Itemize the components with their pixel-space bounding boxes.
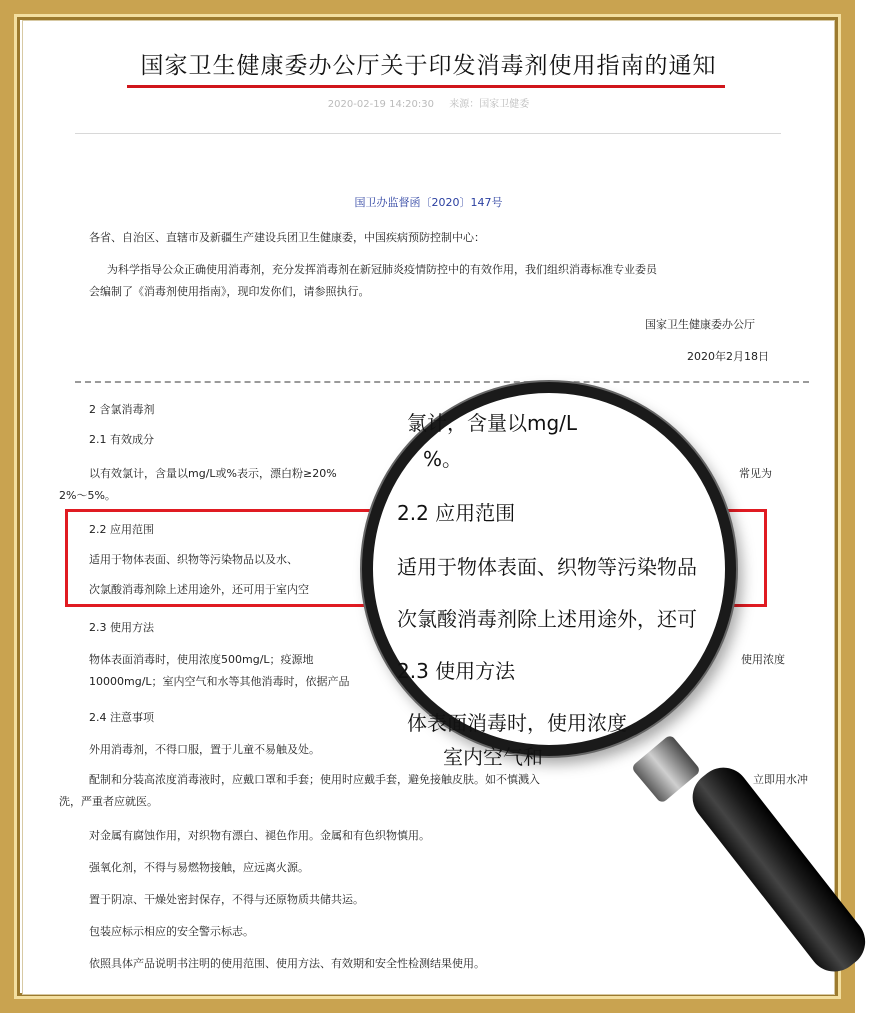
note-2-line-2: 洗，严重者应就医。 bbox=[59, 795, 158, 808]
subsection-2-1: 2.1 有效成分 bbox=[89, 433, 154, 446]
para-2-1-line-2: 2%～5%。 bbox=[59, 489, 116, 502]
note-6: 包装应标示相应的安全警示标志。 bbox=[89, 925, 254, 938]
magnified-para-2: 次氯酸消毒剂除上述用途外，还可 bbox=[397, 607, 697, 631]
document-title: 国家卫生健康委办公厅关于印发消毒剂使用指南的通知 bbox=[140, 53, 717, 79]
note-2-line-1: 配制和分装高浓度消毒液时，应戴口罩和手套；使用时应戴手套，避免接触皮肤。如不慎溅入 bbox=[89, 773, 540, 786]
subsection-2-2: 2.2 应用范围 bbox=[89, 523, 154, 536]
magnifying-glass bbox=[362, 382, 736, 769]
magnified-heading-2-3: 2.3 使用方法 bbox=[397, 659, 516, 683]
subsection-2-4: 2.4 注意事项 bbox=[89, 711, 154, 724]
para-2-2-line-2: 次氯酸消毒剂除上述用途外，还可用于室内空 bbox=[89, 583, 309, 596]
magnified-para-3: 体表面消毒时，使用浓度 bbox=[407, 711, 627, 735]
document-number: 国卫办监督函〔2020〕147号 bbox=[354, 196, 503, 209]
magnified-para-4: 室内空气和 bbox=[443, 745, 543, 769]
note-4: 强氧化剂，不得与易燃物接触，应远离火源。 bbox=[89, 861, 309, 874]
section-heading: 2 含氯消毒剂 bbox=[89, 403, 155, 416]
magnified-heading-2-2: 2.2 应用范围 bbox=[397, 501, 516, 525]
magnified-line-2: %。 bbox=[423, 447, 463, 471]
divider bbox=[75, 133, 781, 134]
note-5: 置于阴凉、干燥处密封保存，不得与还原物质共储共运。 bbox=[89, 893, 364, 906]
para-2-3-line-2: 10000mg/L；室内空气和水等其他消毒时，依据产品 bbox=[89, 675, 350, 688]
dashed-separator bbox=[75, 381, 809, 383]
para-2-3-line-1-tail: 使用浓度 bbox=[741, 653, 785, 666]
source-label: 来源：国家卫健委 bbox=[449, 99, 530, 110]
publish-date: 2020-02-19 14:20:30 bbox=[327, 99, 435, 110]
recipients: 各省、自治区、直辖市及新疆生产建设兵团卫生健康委，中国疾病预防控制中心： bbox=[89, 231, 485, 244]
para-2-1-line-1-tail: 常见为 bbox=[739, 467, 772, 480]
body-line-1: 为科学指导公众正确使用消毒剂，充分发挥消毒剂在新冠肺炎疫情防控中的有效作用，我们组织消毒标准专业委员 bbox=[107, 263, 657, 276]
note-1: 外用消毒剂，不得口服，置于儿童不易触及处。 bbox=[89, 743, 320, 756]
para-2-1-line-1: 以有效氯计，含量以mg/L或%表示，漂白粉≥20% bbox=[89, 467, 337, 480]
sign-date: 2020年2月18日 bbox=[687, 350, 769, 363]
para-2-2-line-1: 适用于物体表面、织物等污染物品以及水、 bbox=[89, 553, 298, 566]
signature: 国家卫生健康委办公厅 bbox=[645, 318, 755, 331]
note-2-line-1-tail: 立即用水冲 bbox=[753, 773, 808, 786]
subsection-2-3: 2.3 使用方法 bbox=[89, 621, 154, 634]
magnified-line-1: 氯计，含量以mg/L bbox=[407, 411, 578, 435]
document-meta bbox=[23, 95, 834, 110]
note-3: 对金属有腐蚀作用，对织物有漂白、褪色作用。金属和有色织物慎用。 bbox=[89, 829, 430, 842]
note-7: 依照具体产品说明书注明的使用范围、使用方法、有效期和安全性检测结果使用。 bbox=[89, 957, 485, 970]
magnified-para-1: 适用于物体表面、织物等污染物品 bbox=[397, 555, 697, 579]
para-2-3-line-1: 物体表面消毒时，使用浓度500mg/L；疫源地 bbox=[89, 653, 314, 666]
title-underline bbox=[127, 85, 725, 88]
body-line-2: 会编制了《消毒剂使用指南》，现印发你们，请参照执行。 bbox=[89, 285, 370, 298]
